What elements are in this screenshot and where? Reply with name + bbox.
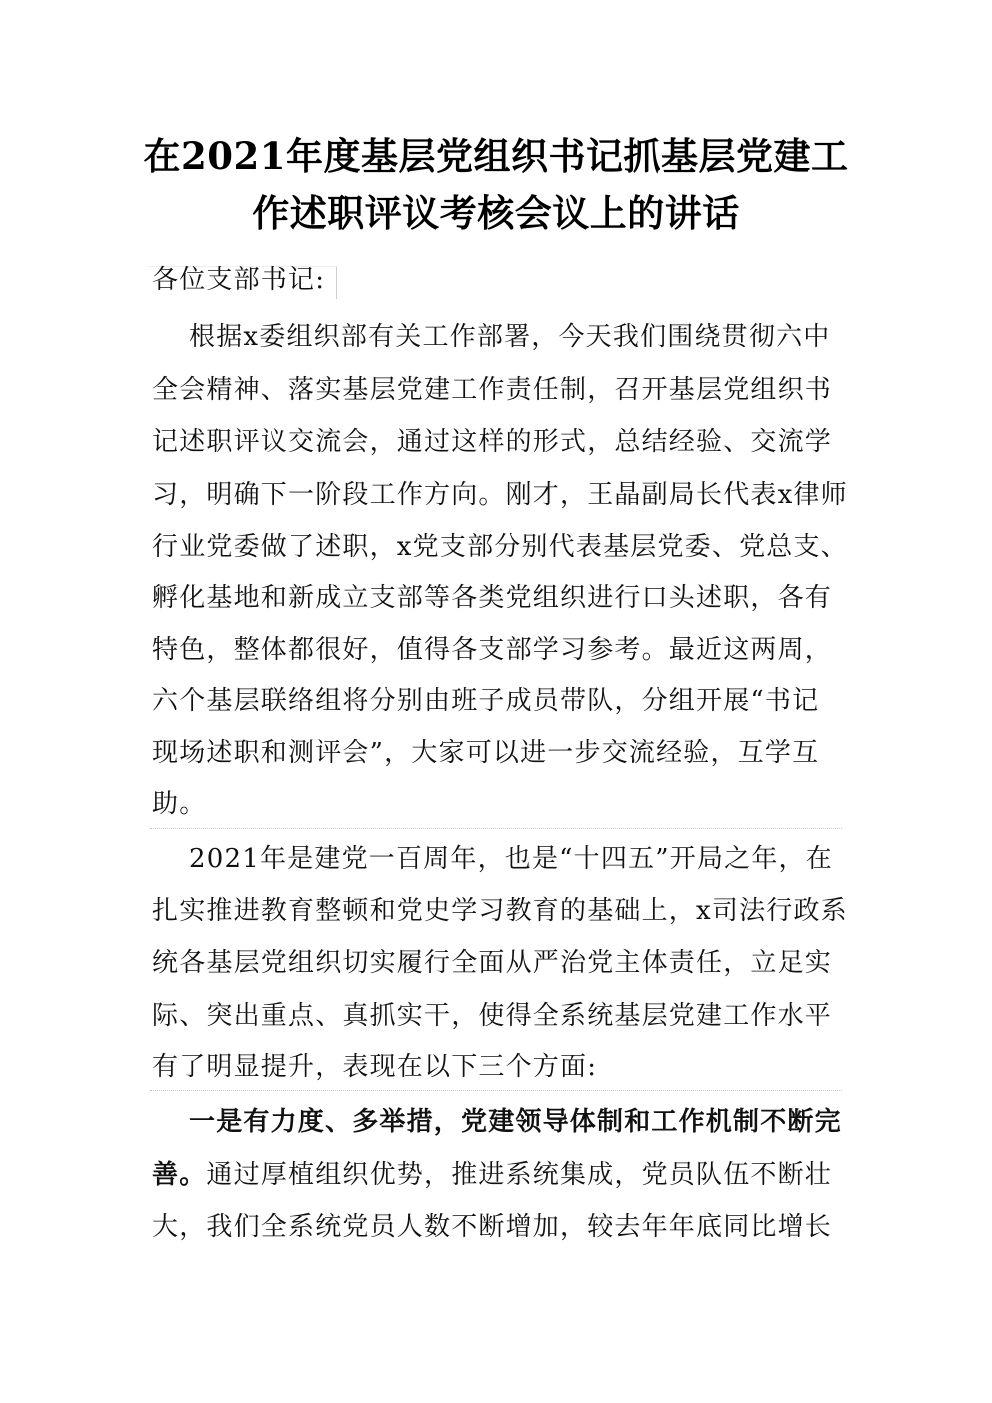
paragraph-2-line: 2021年是建党一百周年，也是“十四五”开局之年，在 <box>189 844 833 874</box>
paragraph-1-line: 现场述职和测评会”，大家可以进一步交流经验，互学互 <box>152 738 820 768</box>
paragraph-divider <box>150 828 842 829</box>
paragraph-1-line: 根据x委组织部有关工作部署，今天我们围绕贯彻六中 <box>189 322 831 352</box>
paragraph-1-line: 习，明确下一阶段工作方向。刚才，王晶副局长代表x律师 <box>152 480 848 510</box>
title-line-2: 作述职评议考核会议上的讲话 <box>252 191 740 235</box>
paragraph-1-line: 孵化基地和新成立支部等各类党组织进行口头述职，各有 <box>152 583 833 613</box>
paragraph-3-line-1 <box>189 1102 842 1142</box>
paragraph-2-line: 统各基层党组织切实履行全面从严治党主体责任，立足实 <box>152 948 833 978</box>
paragraph-1-line: 助。 <box>152 789 207 819</box>
paragraph-3-line-3: 大，我们全系统党员人数不断增加，较去年年底同比增长 <box>152 1212 833 1242</box>
paragraph-1-line: 行业党委做了述职，x党支部分别代表基层党委、党总支、 <box>152 532 848 562</box>
paragraph-2-line: 有了明显提升，表现在以下三个方面: <box>152 1052 598 1082</box>
paragraph-3-bold-heading: 一是有力度、多举措，党建领导体制和工作机制不断完 <box>189 1107 842 1137</box>
paragraph-2-line: 际、突出重点、真抓实干，使得全系统基层党建工作水平 <box>152 1001 833 1031</box>
paragraph-1-line: 六个基层联络组将分别由班子成员带队，分组开展“书记 <box>152 686 820 716</box>
paragraph-divider <box>150 1090 842 1091</box>
paragraph-1-line: 记述职评议交流会，通过这样的形式，总结经验、交流学 <box>152 427 833 457</box>
salutation: 各位支部书记: <box>152 265 326 295</box>
document-title <box>140 128 852 242</box>
paragraph-3-text: 通过厚植组织优势，推进系统集成，党员队伍不断壮 <box>206 1160 833 1190</box>
title-line-1: 在2021年度基层党组织书记抓基层党建工 <box>143 134 849 178</box>
paragraph-1-line: 特色，整体都很好，值得各支部学习参考。最近这两周， <box>152 635 833 665</box>
paragraph-2-line: 扎实推进教育整顿和党史学习教育的基础上，x司法行政系 <box>152 896 848 926</box>
paragraph-1-line: 全会精神、落实基层党建工作责任制，召开基层党组织书 <box>152 375 833 405</box>
paragraph-3-bold-heading-end: 善。 <box>152 1160 207 1190</box>
paragraph-3-line-2 <box>152 1155 832 1195</box>
